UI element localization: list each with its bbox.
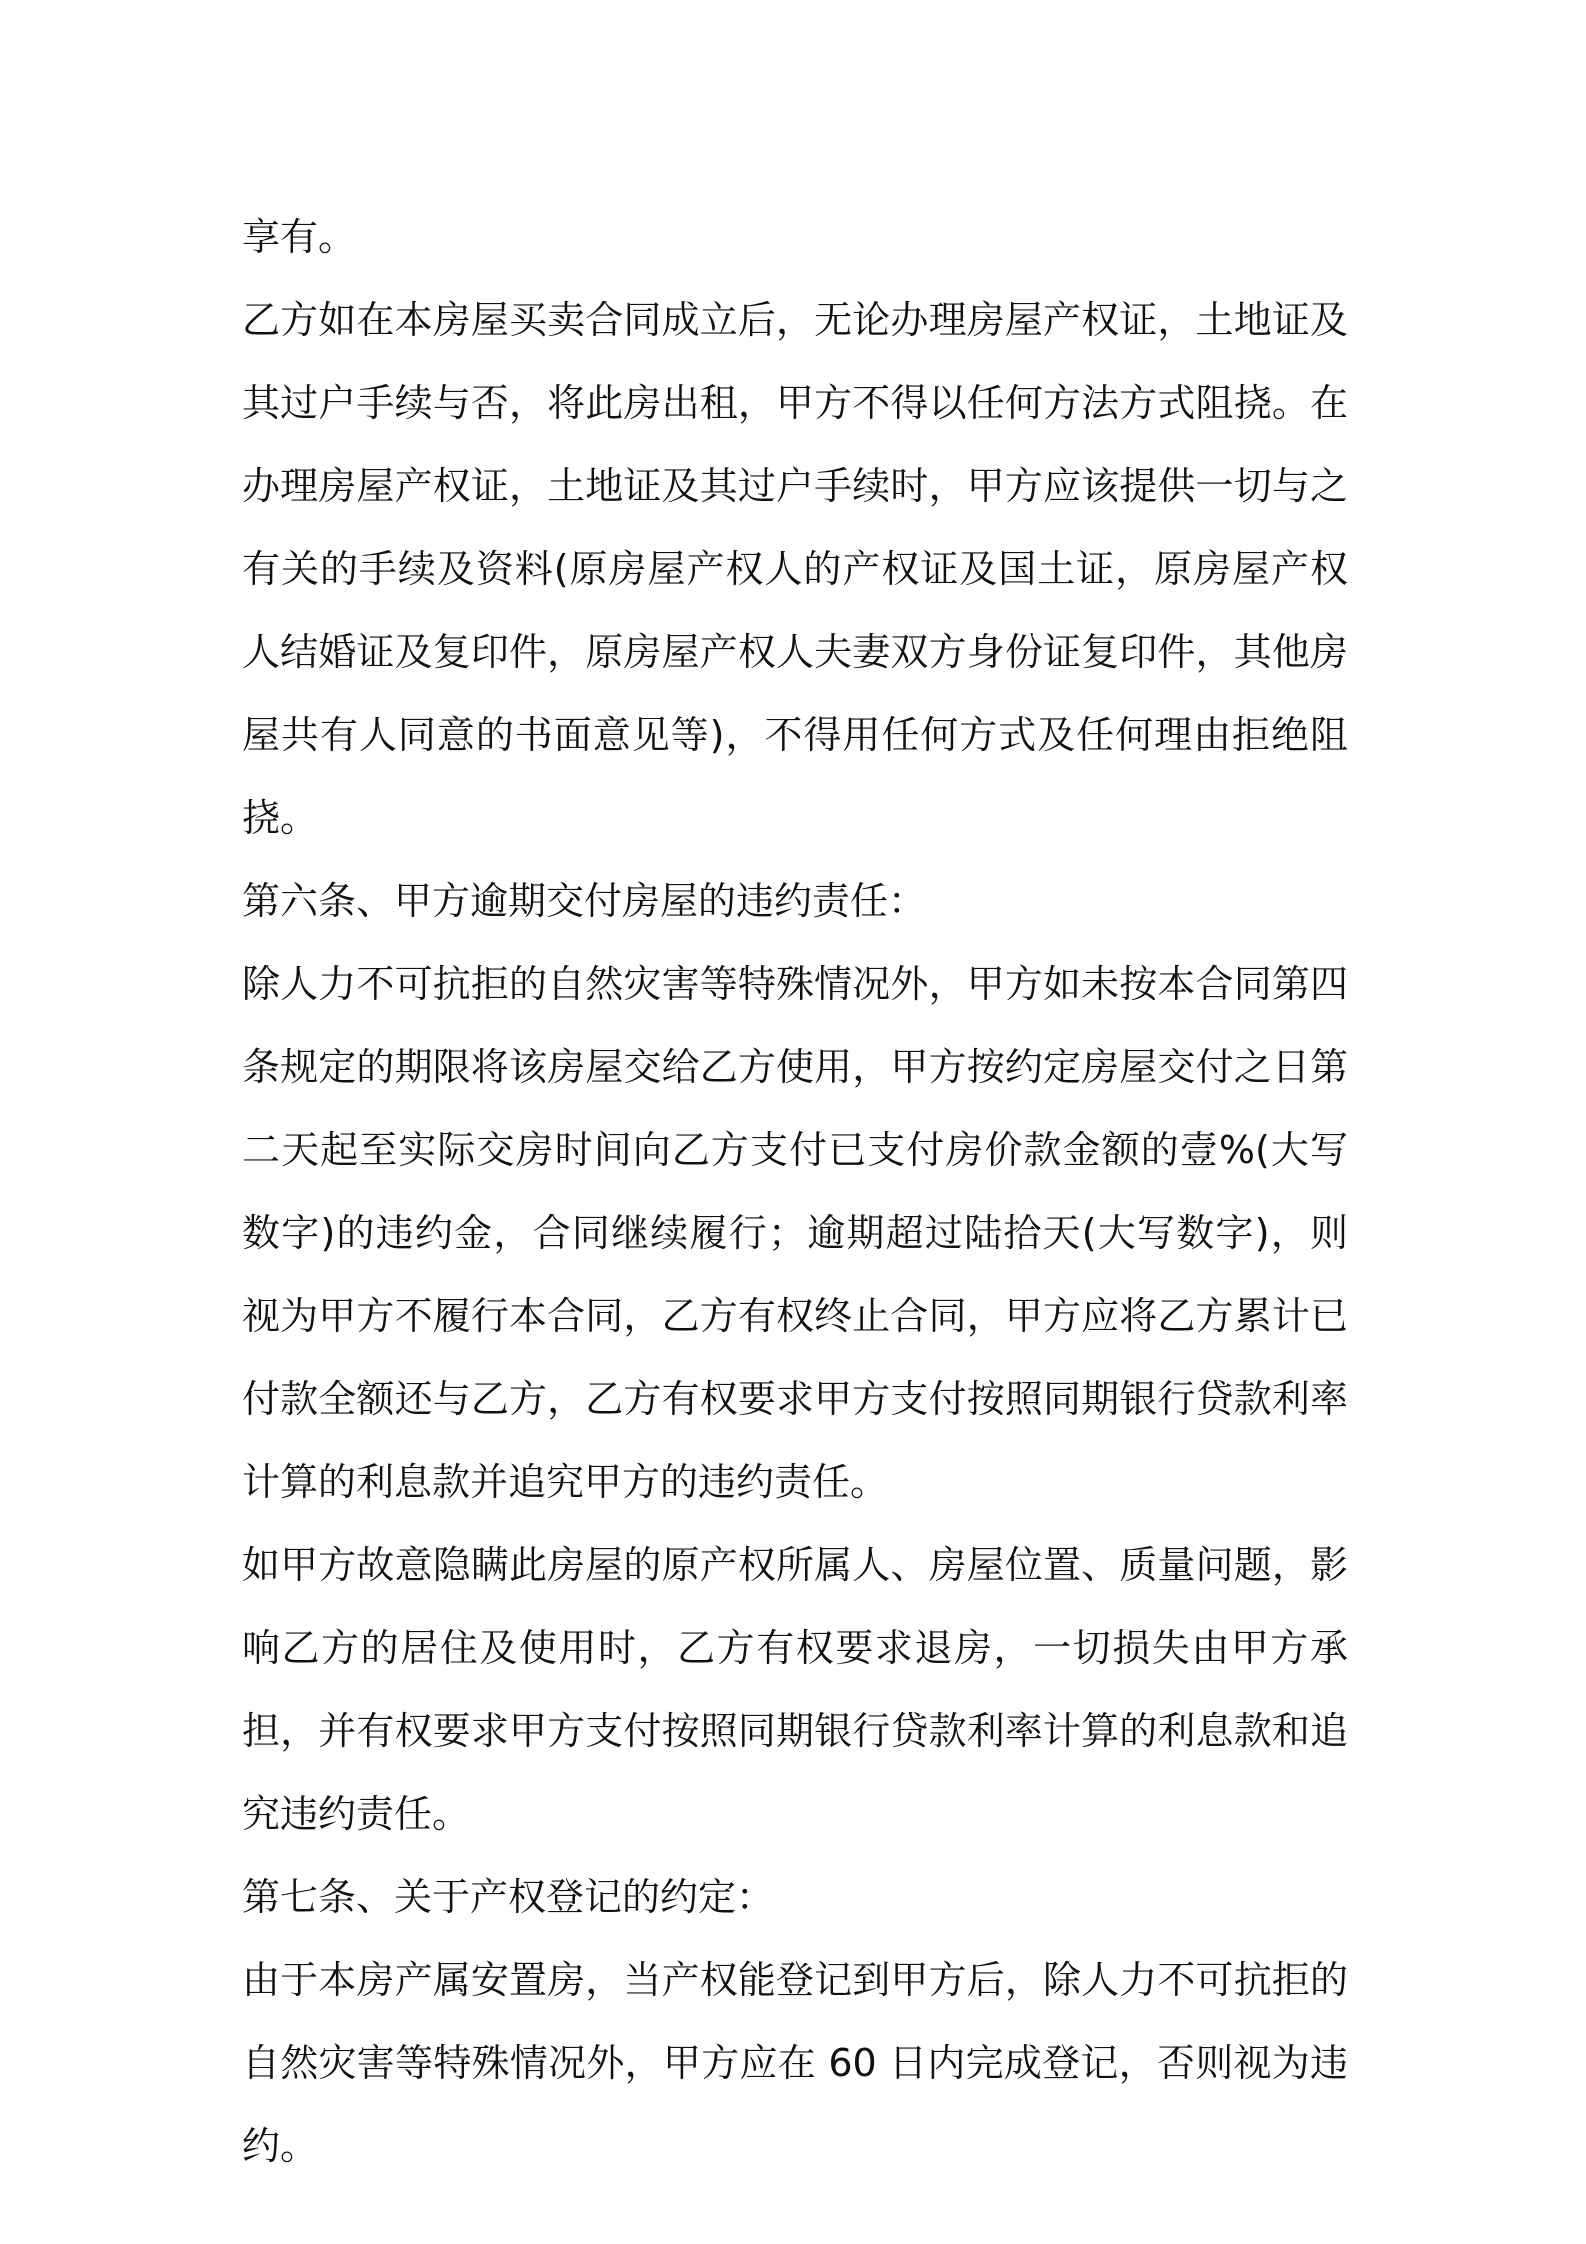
paragraph-late-delivery: 除人力不可抗拒的自然灾害等特殊情况外，甲方如未按本合同第四条规定的期限将该房屋交给乙方使用，甲方按约定房屋交付之日第二天起至实际交房时间向乙方支付已支付房价款金额的壹%(大写数字)的违约金，合同继续履行；逾期超过陆拾天(大写数字)，则视为甲方不履行本合同，乙方有权终止合同，甲方应将乙方累计已付款全额还与乙方，乙方有权要求甲方支付按照同期银行贷款利率计算的利息款并追究甲方的违约责任。: [242, 962, 1348, 1504]
paragraph-continuation: 享有。: [242, 215, 357, 259]
article-7-heading: 第七条、关于产权登记的约定：: [242, 1875, 775, 1919]
paragraph-registration: 由于本房产属安置房，当产权能登记到甲方后，除人力不可抗拒的自然灾害等特殊情况外，甲方应在 60 日内完成登记，否则视为违约。: [242, 1958, 1348, 2168]
article-6-heading: 第六条、甲方逾期交付房屋的违约责任：: [242, 879, 927, 923]
document-body: [242, 196, 1348, 2188]
paragraph-lease-rights: 乙方如在本房屋买卖合同成立后，无论办理房屋产权证，土地证及其过户手续与否，将此房出租，甲方不得以任何方法方式阻挠。在办理房屋产权证，土地证及其过户手续时，甲方应该提供一切与之有关的手续及资料(原房屋产权人的产权证及国土证，原房屋产权人结婚证及复印件，原房屋产权人夫妻双方身份证复印件，其他房屋共有人同意的书面意见等)，不得用任何方式及任何理由拒绝阻挠。: [242, 298, 1348, 840]
paragraph-concealment: 如甲方故意隐瞒此房屋的原产权所属人、房屋位置、质量问题，影响乙方的居住及使用时，乙方有权要求退房，一切损失由甲方承担，并有权要求甲方支付按照同期银行贷款利率计算的利息款和追究违约责任。: [242, 1543, 1348, 1836]
